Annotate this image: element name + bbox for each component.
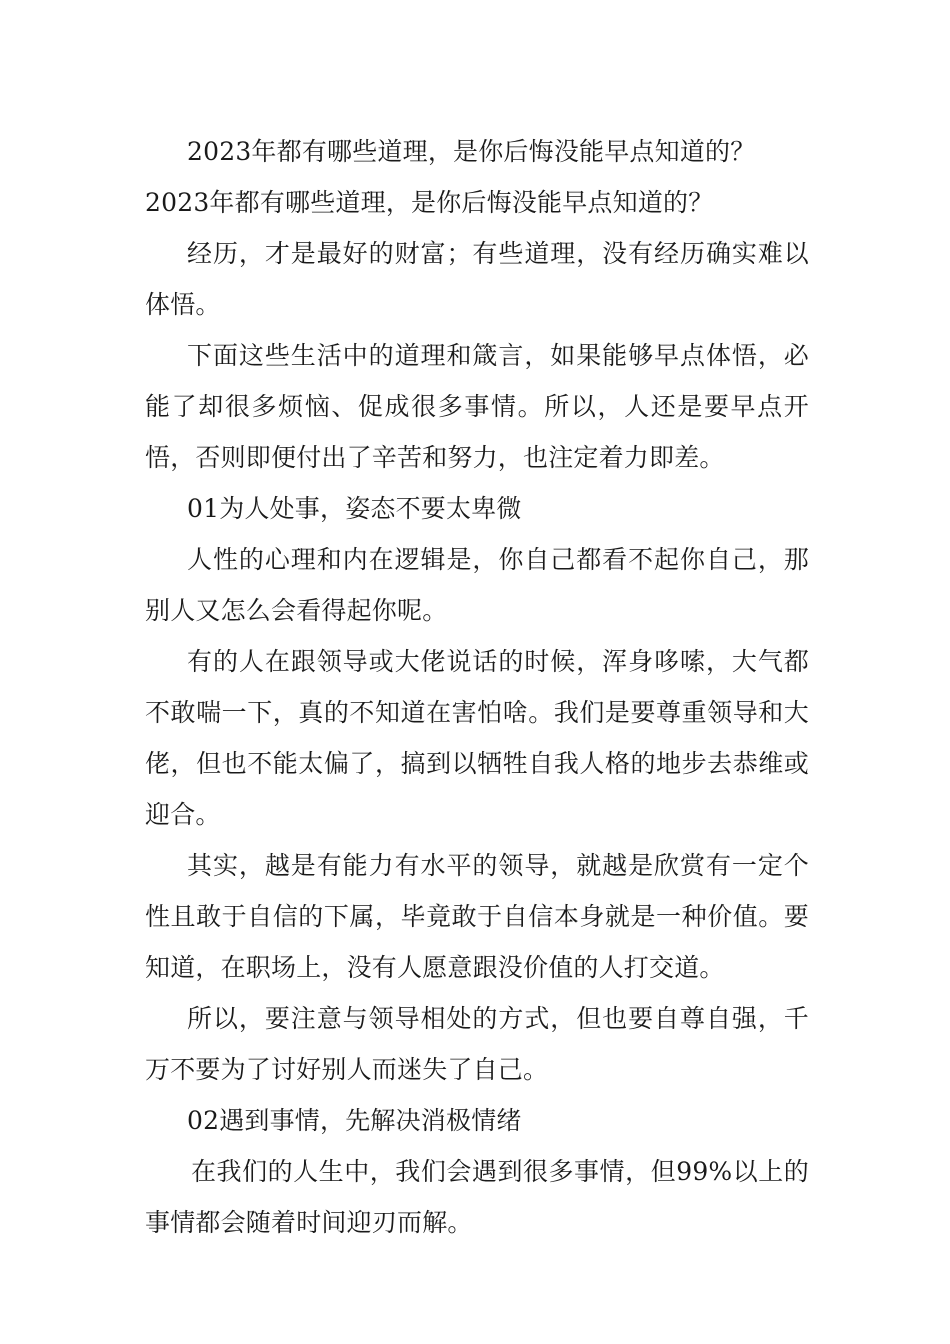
paragraph: 所以，要注意与领导相处的方式，但也要自尊自强，千万不要为了讨好别人而迷失了自己。 <box>145 1004 809 1084</box>
section-heading: 02遇到事情，先解决消极情绪 <box>187 1106 522 1135</box>
document-subtitle: 2023年都有哪些道理，是你后悔没能早点知道的？ <box>145 188 714 217</box>
paragraph: 经历，才是最好的财富；有些道理，没有经历确实难以体悟。 <box>145 239 809 319</box>
section-heading: 01为人处事，姿态不要太卑微 <box>187 494 522 523</box>
paragraph: 其实，越是有能力有水平的领导，就越是欣赏有一定个性且敢于自信的下属，毕竟敢于自信本身就是一种价值。要知道，在职场上，没有人愿意跟没价值的人打交道。 <box>145 851 809 982</box>
document-title: 2023年都有哪些道理，是你后悔没能早点知道的？ <box>187 137 756 166</box>
document-body <box>145 126 809 1248</box>
paragraph: 下面这些生活中的道理和箴言，如果能够早点体悟，必能了却很多烦恼、促成很多事情。所以，人还是要早点开悟，否则即便付出了辛苦和努力，也注定着力即差。 <box>145 341 809 472</box>
paragraph: 在我们的人生中，我们会遇到很多事情，但99%以上的事情都会随着时间迎刃而解。 <box>145 1157 809 1237</box>
paragraph: 有的人在跟领导或大佬说话的时候，浑身哆嗦，大气都不敢喘一下，真的不知道在害怕啥。我们是要尊重领导和大佬，但也不能太偏了，搞到以牺牲自我人格的地步去恭维或迎合。 <box>145 647 809 829</box>
paragraph: 人性的心理和内在逻辑是，你自己都看不起你自己，那别人又怎么会看得起你呢。 <box>145 545 809 625</box>
